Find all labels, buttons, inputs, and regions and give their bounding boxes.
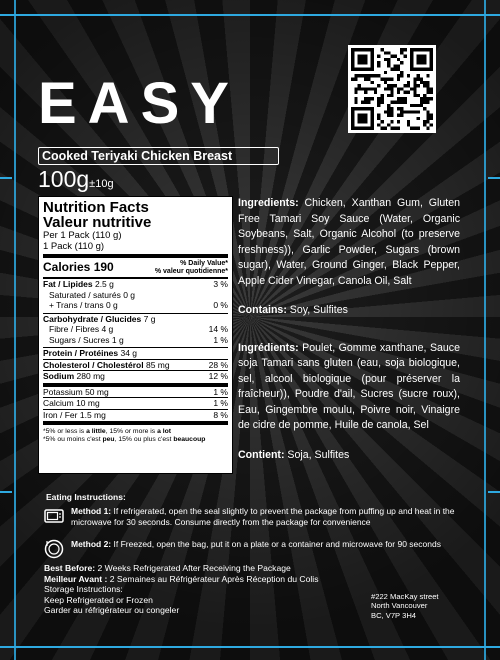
footnote-fr-pre: *5% ou moins c'est [43, 436, 103, 443]
storage-en: Keep Refrigerated or Frozen [44, 594, 153, 605]
bottom-border-line [0, 646, 500, 648]
weight-tolerance: ±10g [89, 178, 114, 190]
ingredients-fr-text: Poulet, Gomme xanthane, Sauce soja Tamari sans gluten (eau, soja biologique, sel, alcool biologique (pour préserver la fraîcheur)), Poudre d'ail, Sucres (sucre roux), Eau, Gingembre moulu, Poivre noir, Vinaigre de cidre de pomme, Huile de canola, Sel [238, 341, 460, 431]
sugars-amount: 1 g [111, 334, 124, 345]
iron-amount: 1.5 mg [79, 409, 106, 420]
product-name: Cooked Teriyaki Chicken Breast [38, 147, 279, 165]
dv-header-fr: % valeur quotidienne* [154, 268, 228, 275]
footnote-fr-peu: peu [102, 436, 115, 443]
contains-en [238, 303, 460, 319]
best-before [44, 563, 319, 574]
ingredients-en-label: Ingredients: [238, 197, 299, 209]
footnote-fr [43, 436, 228, 444]
iron-row [43, 410, 228, 421]
sodium-dv: 12 % [208, 371, 228, 381]
meilleur-avant-label: Meilleur Avant : [44, 573, 108, 584]
sugars-dv: 1 % [213, 334, 228, 345]
potassium-row [43, 387, 228, 398]
address-line-1: #222 MacKay street [371, 592, 439, 601]
dv-header-en: % Daily Value* [180, 260, 228, 267]
left-border-line [14, 0, 16, 660]
method1-text: If refrigerated, open the seal slightly to prevent the package from puffing up and heat in the microwave for 30 seconds. Consume directly from the package for convenience [71, 506, 455, 527]
brand-logo: EASY [38, 71, 240, 136]
ingredients-fr-label: Ingrédients: [238, 341, 299, 354]
nutrition-title-fr: Valeur nutritive [43, 214, 152, 231]
protein-row [43, 348, 228, 359]
fibre-dv: 14 % [208, 324, 228, 334]
calories-value: 190 [93, 260, 114, 274]
eating-instructions-title: Eating Instructions: [46, 492, 126, 502]
saturated-amount: 0 g [123, 289, 136, 300]
saturated-label: Saturated / saturés [49, 289, 121, 300]
iron-dv: 8 % [213, 409, 228, 420]
ingredients-en [238, 196, 460, 289]
method-1 [44, 506, 464, 528]
calcium-label: Calcium [43, 398, 74, 408]
fat-row [43, 279, 228, 290]
potassium-amount: 50 mg [85, 386, 109, 397]
cholesterol-amount: 85 mg [145, 359, 170, 370]
cholesterol-row [43, 360, 228, 371]
saturated-row [43, 290, 228, 301]
sugars-label: Sugars / Sucres [49, 334, 110, 345]
fat-label: Fat / Lipides [43, 279, 93, 289]
trans-row [43, 300, 228, 311]
footnote-en-mid: , 15% or more is [105, 428, 158, 435]
footnote-en-pre: *5% or less is [43, 428, 87, 435]
serving-en: Per 1 Pack (110 g) [43, 230, 122, 241]
contains-fr [238, 448, 460, 464]
protein-amount: 34 g [120, 348, 138, 358]
protein-label: Protein / Protéines [43, 348, 119, 358]
right-fold-mark-lower [488, 491, 500, 493]
trans-amount: 0 g [105, 300, 118, 310]
storage-fr: Garder au réfrigérateur ou congeler [44, 605, 180, 616]
calcium-amount: 10 mg [76, 398, 100, 408]
calories-row [43, 258, 228, 276]
weight-value: 100g [38, 166, 90, 192]
iron-label: Iron / Fer [43, 409, 78, 420]
address-line-3: BC, V7P 3H4 [371, 610, 417, 620]
sodium-row [43, 371, 228, 382]
method1-label: Method 1: [71, 506, 112, 516]
footnote-fr-mid: , 15% ou plus c'est [114, 436, 174, 443]
qr-code-graphic [351, 48, 433, 130]
footnote-en-lot: a lot [157, 428, 172, 435]
left-fold-mark [0, 177, 12, 179]
top-border-line [0, 14, 500, 16]
calories-label: Calories [43, 260, 91, 274]
method2-text: If Freezed, open the bag, put it on a plate or a container and microwave for 90 seconds [111, 539, 441, 549]
method2-label: Method 2: [71, 539, 112, 549]
potassium-dv: 1 % [213, 386, 228, 397]
sodium-amount: 280 mg [76, 371, 105, 381]
net-weight [38, 168, 114, 191]
plate-icon [44, 539, 64, 559]
nutrition-title-en: Nutrition Facts [43, 199, 149, 216]
address-line-2: North Vancouver [371, 601, 428, 611]
ingredients-en-text: Chicken, Xanthan Gum, Gluten Free Tamari Soy Sauce (Water, Organic Soybeans, Salt, Organic Alcohol (to preserve freshness)), Garlic Powder, Sugars (brown sugar), Water, Ground Ginger, Black Pepper, Apple Cider Vinegar, Canola Oil, Salt [238, 197, 460, 287]
serving-fr: 1 Pack (110 g) [43, 241, 105, 252]
footnote-fr-beaucoup: beaucoup [173, 436, 206, 443]
contient-label: Contient: [238, 448, 285, 461]
best-before-label: Best Before: [44, 563, 96, 573]
storage-title: Storage Instructions: [44, 584, 123, 595]
meilleur-avant [44, 574, 319, 585]
right-fold-mark [488, 177, 500, 179]
contient-text: Soja, Sulfites [284, 448, 350, 461]
method-2 [44, 539, 464, 550]
calcium-row [43, 398, 228, 409]
left-fold-mark-lower [0, 491, 12, 493]
sugars-row [43, 335, 228, 346]
contains-label: Contains: [238, 304, 287, 316]
fibre-label: Fibre / Fibres [49, 324, 100, 334]
carbohydrate-label: Carbohydrate / Glucides [43, 313, 142, 324]
trans-dv: 0 % [213, 300, 228, 310]
right-border-line [484, 0, 486, 660]
potassium-label: Potassium [43, 386, 83, 397]
fat-amount: 2.5 g [94, 279, 114, 289]
carbohydrate-row [43, 314, 228, 325]
microwave-icon [44, 506, 64, 526]
cholesterol-label: Cholesterol / Cholestérol [43, 359, 144, 370]
calcium-dv: 1 % [213, 398, 228, 408]
meilleur-avant-text: 2 Semaines au Réfrigérateur Après Réception du Colis [107, 573, 319, 584]
fibre-row [43, 324, 228, 335]
footnote-en-little: a little [86, 428, 106, 435]
fibre-amount: 4 g [101, 324, 114, 334]
footnote-en [43, 428, 228, 436]
storage-block [44, 563, 319, 616]
ingredients-panel [238, 196, 460, 477]
address-block [371, 592, 439, 620]
fat-dv: 3 % [213, 279, 228, 289]
cholesterol-dv: 28 % [208, 359, 228, 370]
ingredients-fr [238, 341, 460, 434]
qr-code-icon[interactable] [348, 45, 436, 133]
trans-label: + Trans / trans [49, 300, 104, 310]
best-before-text: 2 Weeks Refrigerated After Receiving the Package [95, 563, 291, 573]
contains-text: Soy, Sulfites [286, 304, 348, 316]
carbohydrate-amount: 7 g [143, 313, 156, 324]
sodium-label: Sodium [43, 371, 75, 381]
nutrition-facts-table [38, 196, 233, 474]
